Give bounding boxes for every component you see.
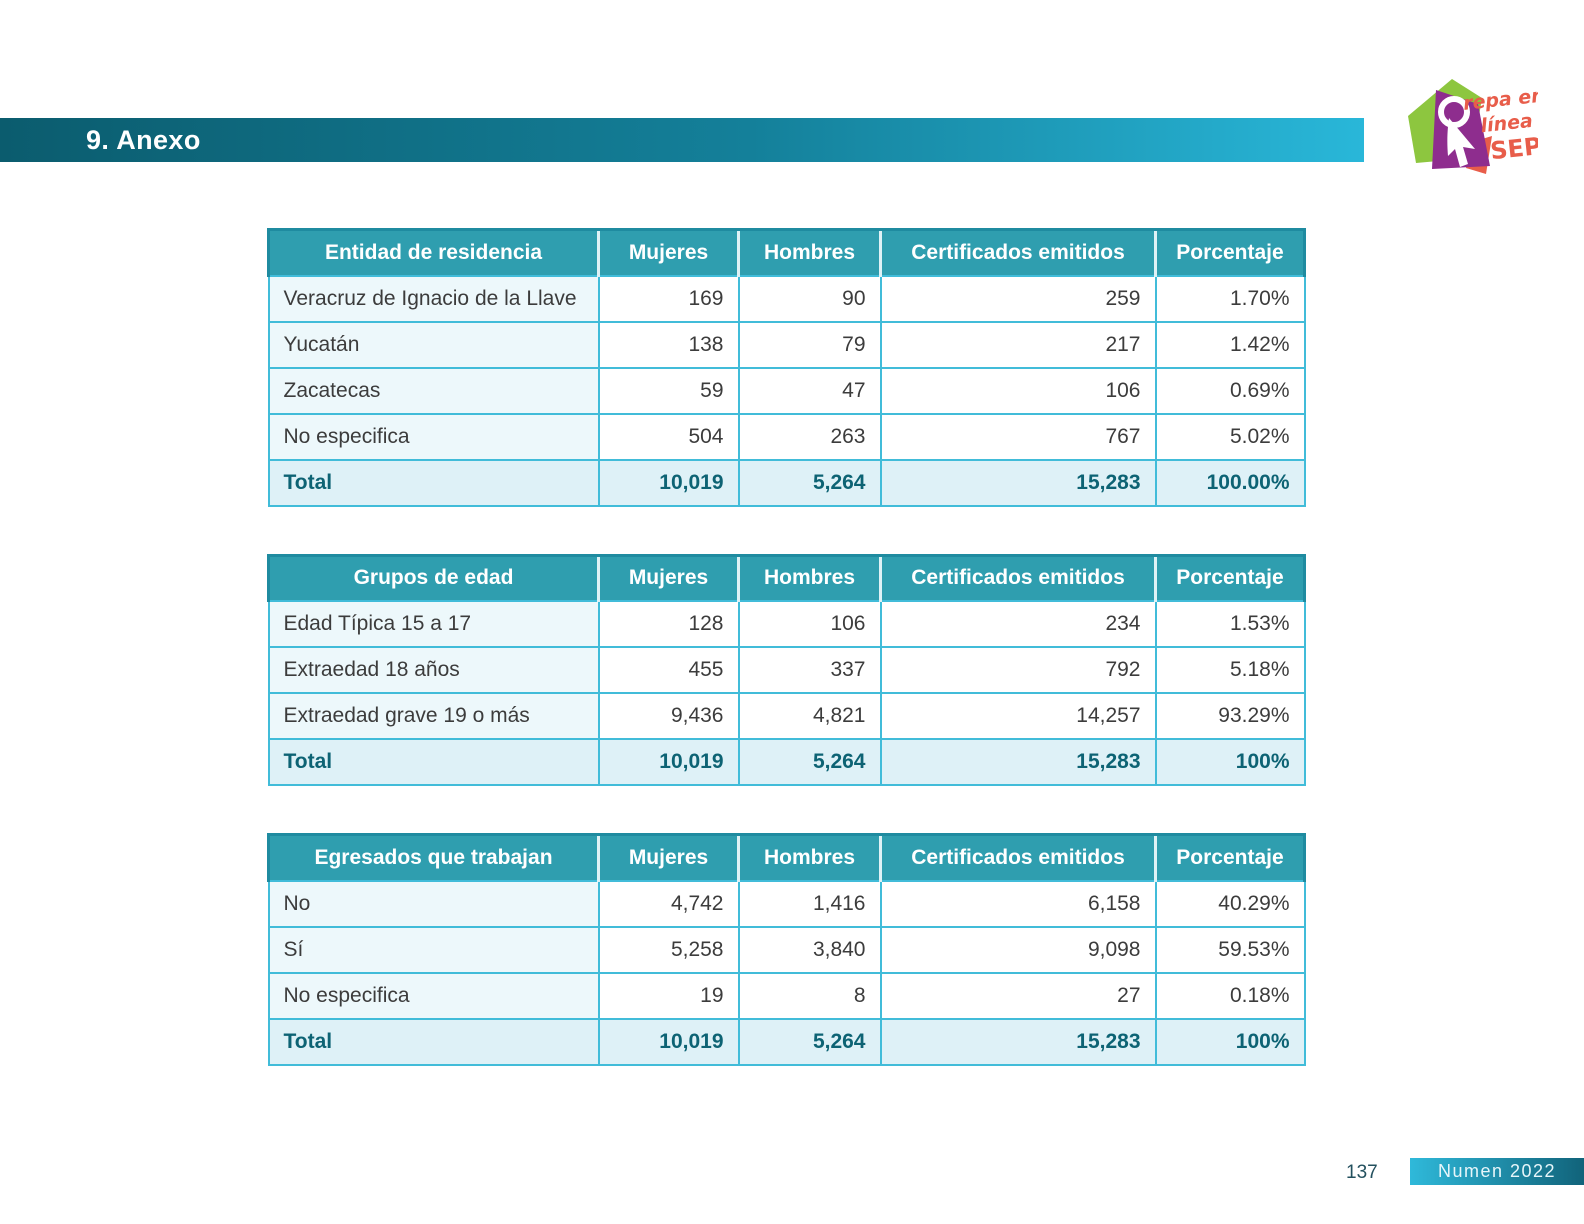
logo-text-line3: SEP [1488,132,1538,166]
table-row [269,693,1305,739]
value-cell: 4,742 [599,881,739,927]
total-label-cell: Total [269,739,599,785]
table-egresados-que-trabajan [267,833,1306,1066]
total-label-cell: Total [269,460,599,506]
total-label-cell: Total [269,1019,599,1065]
table-row [269,973,1305,1019]
value-cell: 504 [599,414,739,460]
value-cell: 138 [599,322,739,368]
total-value-cell: 100% [1156,1019,1305,1065]
footer-badge: Numen 2022 [1410,1158,1584,1185]
table-row [269,647,1305,693]
value-cell: 47 [739,368,881,414]
value-cell: 5.18% [1156,647,1305,693]
value-cell: 1.42% [1156,322,1305,368]
total-value-cell: 5,264 [739,460,881,506]
column-header-hombres: Hombres [739,230,881,276]
total-value-cell: 15,283 [881,1019,1156,1065]
section-title: 9. Anexo [86,124,201,155]
value-cell: 14,257 [881,693,1156,739]
total-value-cell: 10,019 [599,739,739,785]
column-header-hombres: Hombres [739,555,881,601]
value-cell: 0.69% [1156,368,1305,414]
value-cell: 5,258 [599,927,739,973]
total-value-cell: 15,283 [881,739,1156,785]
table-total-row [269,460,1305,506]
total-value-cell: 5,264 [739,739,881,785]
value-cell: 93.29% [1156,693,1305,739]
value-cell: 767 [881,414,1156,460]
value-cell: 40.29% [1156,881,1305,927]
column-header-porcentaje: Porcentaje [1156,835,1305,881]
table-total-row [269,739,1305,785]
column-header-grupos: Grupos de edad [269,555,599,601]
row-label-cell: No [269,881,599,927]
column-header-porcentaje: Porcentaje [1156,555,1305,601]
value-cell: 792 [881,647,1156,693]
column-header-porcentaje: Porcentaje [1156,230,1305,276]
value-cell: 1.53% [1156,601,1305,647]
section-header-bar [0,118,1364,162]
value-cell: 259 [881,276,1156,322]
table-row [269,368,1305,414]
row-label-cell: No especifica [269,973,599,1019]
column-header-hombres: Hombres [739,835,881,881]
table-entidad-de-residencia [267,228,1306,507]
table-header-row [269,230,1305,276]
value-cell: 234 [881,601,1156,647]
value-cell: 59 [599,368,739,414]
table-header-row [269,555,1305,601]
value-cell: 59.53% [1156,927,1305,973]
column-header-mujeres: Mujeres [599,835,739,881]
total-value-cell: 10,019 [599,1019,739,1065]
row-label-cell: Extraedad 18 años [269,647,599,693]
value-cell: 1.70% [1156,276,1305,322]
logo-graphic [1402,74,1538,180]
value-cell: 263 [739,414,881,460]
value-cell: 128 [599,601,739,647]
value-cell: 5.02% [1156,414,1305,460]
table-row [269,601,1305,647]
row-label-cell: Zacatecas [269,368,599,414]
value-cell: 169 [599,276,739,322]
row-label-cell: No especifica [269,414,599,460]
value-cell: 6,158 [881,881,1156,927]
total-value-cell: 15,283 [881,460,1156,506]
table-row [269,881,1305,927]
table-row [269,322,1305,368]
total-value-cell: 10,019 [599,460,739,506]
row-label-cell: Yucatán [269,322,599,368]
table-row [269,414,1305,460]
column-header-egresados: Egresados que trabajan [269,835,599,881]
value-cell: 1,416 [739,881,881,927]
value-cell: 337 [739,647,881,693]
value-cell: 106 [881,368,1156,414]
table-total-row [269,1019,1305,1065]
column-header-certificados: Certificados emitidos [881,555,1156,601]
value-cell: 217 [881,322,1156,368]
column-header-mujeres: Mujeres [599,230,739,276]
column-header-certificados: Certificados emitidos [881,835,1156,881]
value-cell: 3,840 [739,927,881,973]
table-grupos-de-edad [267,554,1306,787]
table-row [269,927,1305,973]
value-cell: 9,436 [599,693,739,739]
row-label-cell: Edad Típica 15 a 17 [269,601,599,647]
value-cell: 79 [739,322,881,368]
value-cell: 455 [599,647,739,693]
logo-text-line1: repa en [1462,84,1538,115]
value-cell: 0.18% [1156,973,1305,1019]
prepa-en-linea-sep-logo [1402,74,1538,180]
total-value-cell: 5,264 [739,1019,881,1065]
value-cell: 9,098 [881,927,1156,973]
value-cell: 4,821 [739,693,881,739]
row-label-cell: Veracruz de Ignacio de la Llave [269,276,599,322]
page-number: 137 [1346,1162,1378,1183]
logo-text-line2: línea [1479,109,1534,138]
value-cell: 106 [739,601,881,647]
row-label-cell: Extraedad grave 19 o más [269,693,599,739]
table-row [269,276,1305,322]
column-header-entidad: Entidad de residencia [269,230,599,276]
tables-container [267,228,1303,1066]
value-cell: 90 [739,276,881,322]
value-cell: 8 [739,973,881,1019]
table-header-row [269,835,1305,881]
row-label-cell: Sí [269,927,599,973]
value-cell: 19 [599,973,739,1019]
total-value-cell: 100.00% [1156,460,1305,506]
column-header-mujeres: Mujeres [599,555,739,601]
value-cell: 27 [881,973,1156,1019]
column-header-certificados: Certificados emitidos [881,230,1156,276]
total-value-cell: 100% [1156,739,1305,785]
